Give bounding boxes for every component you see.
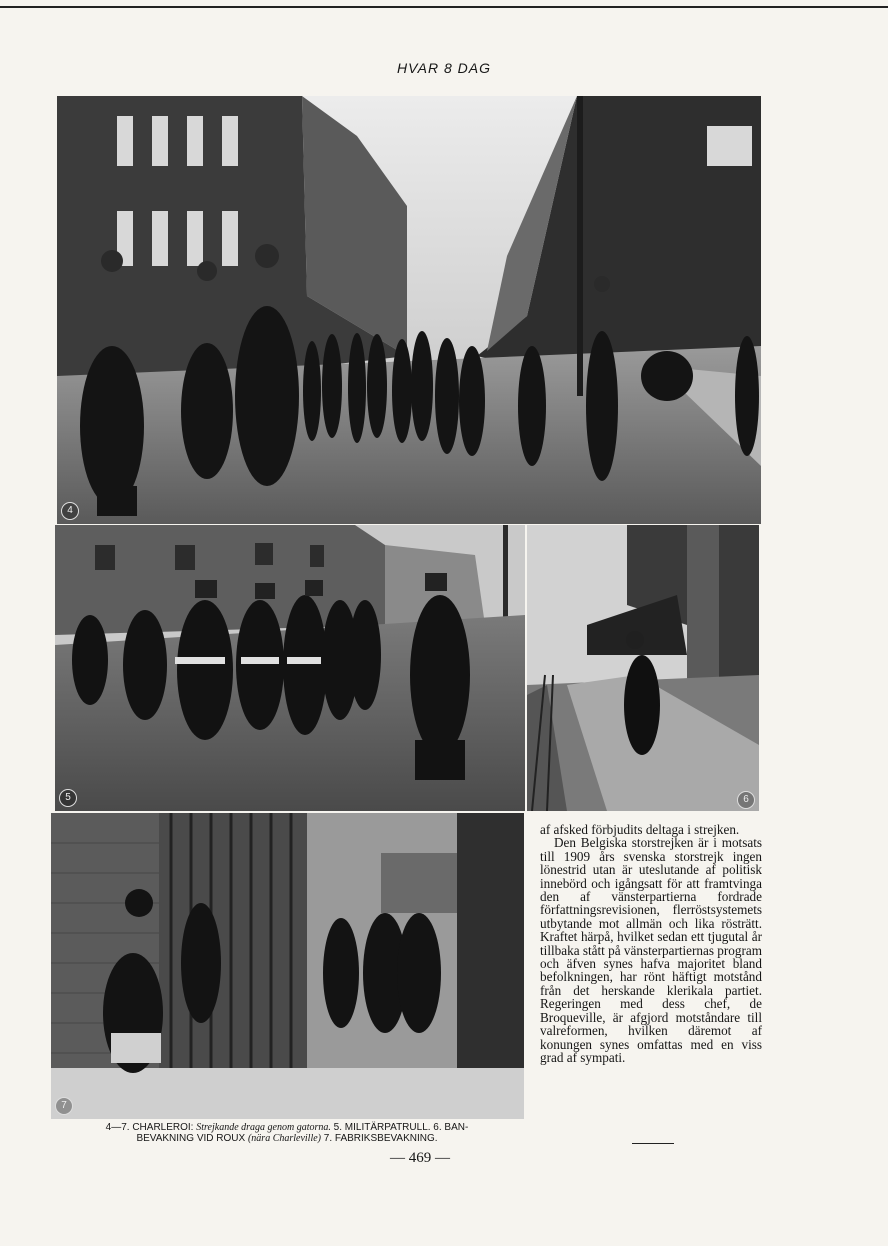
photo-number-7: 7 [55, 1097, 73, 1115]
caption-part-3: BEVAKNING VID ROUX [136, 1133, 248, 1144]
caption-part-4: 7. FABRIKSBEVAKNING. [321, 1133, 438, 1144]
photo-caption [50, 1122, 524, 1144]
photo-factory-guard [51, 813, 524, 1119]
page-header: HVAR 8 DAG [396, 60, 492, 76]
photo-number-5: 5 [59, 789, 77, 807]
photo-strikers-street [57, 96, 761, 524]
article-paragraph-2: Den Belgiska storstrejken är i motsats till 1909 års svenska storstrejk ingen lönestrid utan är uteslutande af politisk innebörd och igångsatt för att framtvinga den af vänsterpartierna fordrade författningsrevisionen, flerröstsystemets utbytande mot allmän och lika rösträtt. Kraftet härpå, hvilket sedan ett tjugutal år tillbaka stått på vänsterpartiernas program och äfven synes hafva majoritet bland befolkningen, har rönt häftigt motstånd från det herskande klerikala partiet. Regeringen med dess chef, de Broqueville, är afgjord motståndare till valreformen, hvilken däremot af konungen synes omfattas med en viss grad af sympati. [540, 835, 762, 1065]
caption-italic-2: (nära Charleville) [247, 1133, 322, 1144]
photo-railway-guard [527, 525, 759, 811]
photo-number-4: 4 [61, 502, 79, 520]
photo-number-6: 6 [737, 791, 755, 809]
article-end-rule [632, 1143, 674, 1144]
page-number: — 469 — [390, 1150, 450, 1166]
photo-military-patrol [55, 525, 525, 811]
caption-part-2: 5. MILITÄRPATRULL. 6. BAN- [330, 1122, 469, 1133]
caption-italic-1: Strejkande draga genom gatorna. [196, 1122, 331, 1133]
top-rule [0, 6, 888, 8]
article-text [540, 823, 762, 1064]
caption-prefix: 4—7. CHARLEROI: [105, 1122, 197, 1133]
article-paragraph-1: af afsked förbjudits deltaga i strejken. [540, 822, 740, 837]
